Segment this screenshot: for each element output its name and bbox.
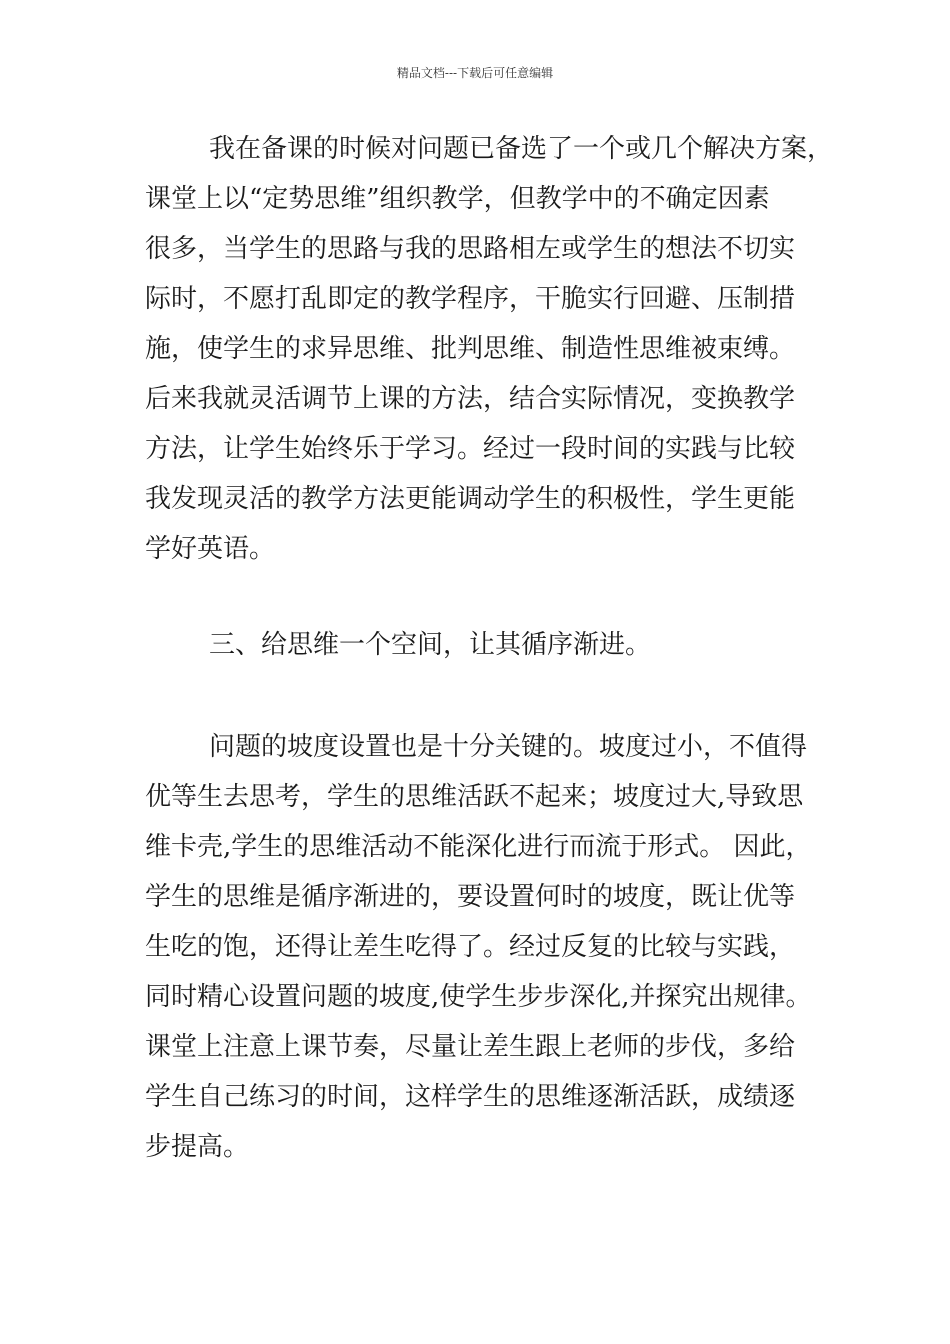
paragraph-line: 我发现灵活的教学方法更能调动学生的积极性，学生更能	[145, 484, 796, 514]
section-heading: 三、给思维一个空间，让其循序渐进。	[209, 630, 652, 660]
paragraph-line: 课堂上注意上课节奏，尽量让差生跟上老师的步伐，多给	[145, 1032, 796, 1062]
paragraph-line: 步提高。	[145, 1132, 250, 1162]
paragraph-line: 很多，当学生的思路与我的思路相左或学生的想法不切实	[145, 234, 796, 264]
paragraph-line: 生吃的饱，还得让差生吃得了。经过反复的比较与实践，	[145, 932, 796, 962]
paragraph-line: 方法，让学生始终乐于学习。经过一段时间的实践与比较	[145, 434, 796, 464]
paragraph-line: 我在备课的时候对问题已备选了一个或几个解决方案，	[209, 134, 834, 164]
paragraph-line: 际时，不愿打乱即定的教学程序，干脆实行回避、压制措	[145, 284, 796, 314]
paragraph-line: 维卡壳,学生的思维活动不能深化进行而流于形式。 因此，	[145, 832, 812, 862]
page-header: 精品文档---下载后可任意编辑	[396, 66, 554, 80]
paragraph-1	[145, 124, 835, 574]
paragraph-line: 学生的思维是循序渐进的，要设置何时的坡度，既让优等	[145, 882, 796, 912]
paragraph-line: 优等生去思考，学生的思维活跃不起来；坡度过大,导致思	[145, 782, 804, 812]
paragraph-line: 学好英语。	[145, 534, 276, 564]
paragraph-line: 后来我就灵活调节上课的方法，结合实际情况，变换教学	[145, 384, 796, 414]
section-3-heading-block	[145, 620, 835, 670]
paragraph-line: 同时精心设置问题的坡度,使学生步步深化,并探究出规律。	[145, 982, 812, 1012]
paragraph-line: 学生自己练习的时间，这样学生的思维逐渐活跃，成绩逐	[145, 1082, 796, 1112]
paragraph-line: 施，使学生的求异思维、批判思维、制造性思维被束缚。	[145, 334, 796, 364]
paragraph-line: 课堂上以“定势思维”组织教学，但教学中的不确定因素	[145, 184, 770, 214]
paragraph-line: 问题的坡度设置也是十分关键的。坡度过小，不值得	[209, 732, 808, 762]
paragraph-2	[145, 722, 835, 1172]
